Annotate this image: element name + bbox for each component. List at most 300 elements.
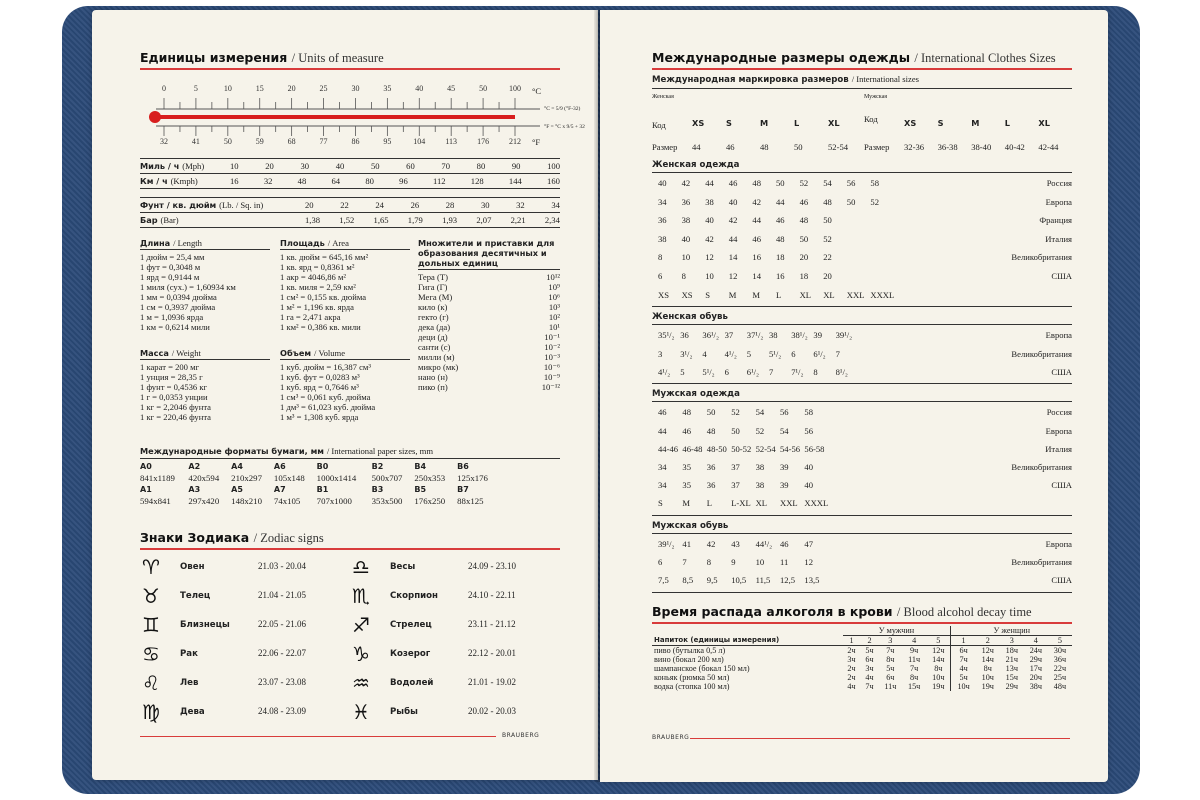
size-cell: 50 [706,407,716,418]
paper-format: A4 [231,462,243,471]
speed-value: 70 [441,161,450,171]
celsius-tick-label: 25 [319,84,328,93]
zodiac-date: 22.05 - 21.06 [258,619,306,629]
size-cell: 4¹/₂ [724,348,737,359]
list-line: 1 м = 1,0936 ярда [140,312,204,322]
list-line: 10⁹ [548,282,560,292]
size-cell: 38 [658,233,667,244]
intl-sizes-table [652,94,1072,156]
size-cell: 50 [823,215,832,226]
men-time: 6ч [865,655,874,664]
thermometer-scale [140,82,585,152]
women-time: 10ч [981,673,994,682]
men-time: 3ч [847,655,856,664]
women-time: 12ч [981,646,994,655]
list-line: дека (да) [418,322,451,332]
size-cell: 10 [755,557,765,567]
list-line: 1 кв. миля = 2,59 км² [280,282,356,292]
zodiac-date: 23.11 - 21.12 [468,619,516,629]
list-line: 1 фунт = 0,4536 кг [140,382,208,392]
men-time: 10ч [932,673,945,682]
size-cell: 18 [799,271,809,281]
zodiac-7-icon: ♏ [352,584,370,608]
speed-value: 40 [335,161,345,171]
speed-value: 90 [511,161,521,171]
paper-format: A0 [140,462,152,471]
size-cell: XL [823,289,835,300]
zodiac-date: 21.01 - 19.02 [468,677,516,687]
fahrenheit-tick-label: 212 [509,137,521,146]
paper-sizes-block: Международные форматы бумаги, мм / International paper sizes, mm A0 A2 A4 A6 B0 B2 B4 B6 841x1189 420x594 210x297 105x148 1000x1414 500x707 250x353 125x176 A1 A3 A5 A7 B1 B3 B5 B7 594x841 297x420 148x210 74x105 707x1000 353x500 176x250 88x125 [140,446,560,508]
size-cell: 5¹/₂ [769,348,782,359]
size-cell: 34 [658,462,667,472]
mph-row: Миль / ч (Mph) 10 20 30 40 50 60 70 80 90 100 [140,161,560,171]
size-cell: 12,5 [780,575,796,586]
list-line: 10² [548,312,560,322]
size-cell: 41 [682,538,691,549]
size-block-title: Женская обувь [652,312,728,323]
size-cell: 42 [706,538,716,549]
list-line: пико (п) [418,382,448,392]
list-line: 1 куб. ярд = 0,7646 м³ [280,382,359,392]
size-cell: 8 [706,557,712,567]
size-cell: 58 [804,407,813,418]
speed-value: 64 [331,176,341,186]
paper-format: B1 [316,485,329,494]
size-cell: 4 [702,348,707,359]
footer-rule [690,738,1070,739]
fahrenheit-tick-label: 68 [287,137,296,146]
serving-number: 5 [1057,636,1062,645]
serving-number: 4 [912,636,917,645]
paper-format: A3 [188,485,201,494]
size-cell: 37 [731,462,740,472]
women-time: 30ч [1053,646,1067,655]
zodiac-name: Скорпион [390,591,438,601]
list-line: 1 ярд = 0,9144 м [140,272,200,282]
size-cell: 35 [682,480,691,491]
size-cell: 50 [846,196,856,207]
women-time: 6ч [951,646,976,656]
celsius-tick-label: 100 [509,84,521,93]
men-time: 7ч [886,646,895,655]
mass-block: Масса / Weight 1 карат = 200 мг 1 унция = 28,35 г 1 фунт = 0,4536 кг 1 г = 0,0353 унции 1 кг = 2,2046 фунта 1 кг = 220,46 фунта [140,348,270,422]
drink-name: пиво (бутылка 0,5 л) [654,646,726,655]
size-cell: 42 [728,215,738,226]
size-cell: 54 [780,425,789,436]
celsius-tick-label: 0 [162,84,166,93]
men-time: 2ч [847,664,856,673]
size-cell: 48 [823,196,832,207]
rule [652,306,1072,307]
size-cell: 46 [658,407,667,418]
zodiac-name: Телец [180,591,211,601]
fahrenheit-unit: °F [532,137,541,147]
size-cell: 39 [780,480,789,491]
list-line: деци (д) [418,332,448,342]
women-column-header: У женщин [951,626,1072,636]
size-cell: 37 [724,330,734,341]
size-cell: 5 [746,348,752,359]
zodiac-5-icon: ♍ [142,700,160,724]
men-time: 12ч [932,646,945,655]
speed-value: 26 [410,200,420,210]
rule [652,401,1072,402]
women-time: 38ч [1029,682,1042,691]
list-line: 10⁻¹ [544,332,560,342]
brand-logo: BRAUBERG [652,734,690,741]
size-cell: 38 [755,462,765,472]
paper-format: B4 [414,462,427,471]
size-cell: 10 [705,271,714,281]
paper-format: B2 [371,462,384,471]
paper-dimension: 210x297 [231,473,262,483]
size-cell: 6 [658,557,663,567]
kmh-row: Км / ч (Kmph) 16 32 48 64 80 96 112 128 144 160 [140,176,560,186]
zodiac-name: Овен [180,562,205,572]
speed-value: 48 [297,176,307,186]
list-line: 10⁻³ [544,352,560,362]
size-cell: 46 [776,215,785,226]
speed-value: 80 [476,161,486,171]
volume-block: Объем / Volume 1 куб. дюйм = 16,387 см³ 1 куб. фут = 0,0283 м³ 1 куб. ярд = 0,7646 м³ 1 см³ = 0,061 куб. дюйма 1 дм³ = 61,023 куб. дюйма 1 м³ = 1,308 куб. ярда [280,348,410,422]
size-cell: 48 [752,178,761,188]
size-cell: XXXL [804,498,829,509]
speed-value: 1,79 [407,215,423,225]
footer-rule [140,736,496,737]
rule [652,88,1072,89]
women-time: 17ч [1029,664,1042,673]
intl-sizes-heading: Международная маркировка размеров / International sizes [652,74,919,85]
list-line: 1 мм = 0,0394 дюйма [140,292,217,302]
size-cell: 6¹/₂ [813,348,826,359]
country-label: Великобритания [1011,348,1072,359]
country-label: Италия [1045,233,1072,244]
speed-value: 16 [230,176,239,186]
size-cell: 14 [752,271,761,281]
paper-dimension: 500x707 [371,473,403,483]
left-page [92,10,598,780]
men-time: 14ч [932,655,945,664]
area-block: Площадь / Area 1 кв. дюйм = 645,16 мм² 1 кв. ярд = 0,8361 м² 1 акр = 4046,86 м² 1 кв. миля = 2,59 км² 1 см² = 0,155 кв. дюйма 1 м² = 1,196 кв. ярда 1 га = 2,471 акра 1 км² = 0,386 кв. мили [280,238,410,332]
country-label: Великобритания [1011,557,1072,567]
size-cell: 52-54 [755,443,776,454]
size-cell: 42 [681,178,691,188]
country-label: США [1051,271,1072,281]
size-cell: 44¹/₂ [755,538,773,549]
zodiac-heading: Знаки Зодиака / Zodiac signs [140,530,324,545]
country-label: Россия [1046,407,1072,418]
size-cell: 36¹/₂ [702,330,719,341]
celsius-tick-label: 45 [447,84,456,93]
size-cell: 50-52 [731,443,752,454]
list-line: Мега (М) [418,292,453,302]
size-cell: 8 [813,367,818,377]
size-cell: 8,5 [682,575,694,586]
zodiac-list-left [140,556,350,736]
size-code: XL [1038,118,1050,128]
women-time: 36ч [1053,655,1067,664]
country-label: Европа [1045,425,1072,436]
size-cell: 38 [705,196,714,207]
size-cell: 5¹/₂ [702,367,715,377]
list-line: милли (м) [418,352,455,362]
rule [652,383,1072,384]
country-label: Россия [1046,178,1072,188]
speed-value: 24 [375,200,384,210]
size-cell: 36 [680,330,689,341]
celsius-tick-label: 15 [255,84,264,93]
zodiac-1-icon: ♉ [142,584,160,608]
list-line: микро (мк) [418,362,459,372]
size-cell: 54 [755,407,765,418]
size-cell: 44 [752,215,761,226]
zodiac-date: 23.07 - 23.08 [258,677,306,687]
blank-cell [652,626,843,636]
size-block-title: Женская одежда [652,160,740,170]
men-time: 8ч [934,664,943,673]
list-line: 1 м³ = 1,308 куб. ярда [280,412,359,422]
size-cell: 7 [835,348,840,359]
speed-value: 80 [365,176,374,186]
list-line: 1 кг = 2,2046 фунта [140,402,211,412]
list-line: 1 карат = 200 мг [140,362,200,372]
size-cell: 7 [682,557,687,567]
men-time: 11ч [908,655,921,664]
zodiac-date: 20.02 - 20.03 [468,706,516,716]
women-time: 24ч [1029,646,1042,655]
women-time: 4ч [951,664,976,673]
celsius-tick-label: 20 [287,84,296,93]
size-value: 40-42 [1004,142,1025,152]
men-small-label: Мужская [864,94,888,100]
code-label-men: Код [864,114,878,124]
size-code: S [726,118,732,128]
size-cell: 39¹/₂ [658,538,675,549]
size-value: 50 [794,142,803,152]
zodiac-name: Стрелец [390,620,432,630]
fahrenheit-tick-label: 176 [477,137,490,146]
size-cell: S [658,498,663,509]
size-cell: 52 [870,196,879,207]
size-cell: 7,5 [658,575,669,586]
serving-number: 2 [985,636,990,645]
size-cell: 9,5 [706,575,718,586]
size-value: 38-40 [971,142,992,152]
size-cell: M [728,289,737,300]
size-cell: 42 [752,196,761,207]
country-label: Франция [1039,215,1072,226]
speed-value: 160 [547,176,560,186]
paper-dimension: 250x353 [414,473,446,483]
speed-value: 34 [551,200,560,210]
fahrenheit-tick-label: 41 [191,137,200,146]
size-cell: 11,5 [755,575,771,586]
country-label: Великобритания [1011,462,1072,472]
celsius-tick-label: 40 [415,84,424,93]
size-cell: 58 [870,178,879,188]
drink-name: водка (стопка 100 мл) [654,682,730,691]
serving-number: 3 [888,636,893,645]
size-cell: 6 [724,367,729,377]
men-time: 11ч [884,682,897,691]
size-cell: XL [755,498,768,509]
men-time: 5ч [886,664,895,673]
size-cell: 40 [804,480,813,491]
zodiac-date: 22.06 - 22.07 [258,648,306,658]
paper-dimension: 841x1189 [140,473,175,483]
men-time: 2ч [847,673,856,682]
size-cell: 44 [658,425,667,436]
list-line: 1 куб. дюйм = 16,387 см³ [280,362,371,372]
men-time: 2ч [847,646,856,655]
alcohol-row [652,673,1072,682]
women-time: 48ч [1053,682,1067,691]
size-cell: XXXL [870,289,895,300]
zodiac-date: 24.08 - 23.09 [258,706,306,716]
celsius-tick-label: 10 [223,84,232,93]
list-line: 10³ [548,302,560,312]
size-cell: 8¹/₂ [835,367,848,377]
thermometer-graphic [140,82,560,152]
zodiac-name: Рак [180,649,198,659]
size-cell: 5 [680,367,685,377]
speed-value: 1,52 [339,215,355,225]
list-line: 10⁶ [548,292,560,302]
list-line: 10⁻¹² [541,382,560,392]
size-cell: 40 [658,178,667,188]
men-time: 9ч [910,646,919,655]
country-label: США [1051,367,1072,377]
paper-dimension: 707x1000 [316,496,352,506]
zodiac-name: Близнецы [180,620,230,630]
paper-format: A5 [231,485,243,494]
paper-dimension: 148x210 [231,496,262,506]
length-block: Длина / Length 1 дюйм = 25,4 мм 1 фут = 0,3048 м 1 ярд = 0,9144 м 1 миля (сух.) = 1,60934 км 1 мм = 0,0394 дюйма 1 см = 0,3937 дюйма 1 м = 1,0936 ярда 1 км = 0,6214 мили [140,238,270,332]
size-cell: 35¹/₂ [658,330,675,341]
right-page [600,10,1108,782]
size-cell: 52 [823,233,832,244]
alcohol-row [652,664,1072,673]
size-cell: 43 [731,538,740,549]
list-line: 1 км² = 0,386 кв. мили [280,322,361,332]
list-line: 1 кг = 220,46 фунта [140,412,211,422]
code-label: Код [652,120,666,130]
paper-row [140,496,500,508]
women-time: 10ч [951,682,976,691]
size-value: 36-38 [937,142,958,152]
brand-logo: BRAUBERG [502,732,540,739]
size-cell: 37¹/₂ [746,330,764,341]
alcohol-heading: Время распада алкоголя в крови / Blood alcohol decay time [652,604,1032,619]
paper-dimension: 420x594 [188,473,220,483]
speed-value: 144 [508,176,522,186]
fahrenheit-tick-label: 113 [445,137,458,146]
country-label: Европа [1045,196,1072,207]
size-cell: L-XL [731,498,751,509]
men-column-header: У мужчин [843,626,951,636]
paper-dimension: 353x500 [371,496,403,506]
size-cell: 10,5 [731,575,747,586]
speed-value: 30 [480,200,490,210]
list-line: 1 куб. фут = 0,0283 м³ [280,372,360,382]
fahrenheit-tick-label: 59 [255,137,264,146]
fahrenheit-formula: °F = °C x 9/5 + 32 [544,124,585,130]
serving-number: 2 [867,636,872,645]
size-cell: 50 [799,233,809,244]
women-time: 20ч [1029,673,1042,682]
size-cell: 36 [706,480,716,491]
size-cell: 56 [846,178,856,188]
zodiac-11-icon: ♓ [352,700,370,724]
women-time: 29ч [1005,682,1018,691]
celsius-tick-label: 30 [351,84,360,93]
size-cell: 50 [776,178,785,188]
rule [652,324,1072,325]
size-value: 32-36 [904,142,925,152]
list-line: 10⁻⁶ [543,362,560,372]
women-time: 25ч [1053,673,1067,682]
celsius-unit: °C [532,86,542,96]
size-cell: 37 [731,480,740,491]
paper-format: B5 [414,485,427,494]
size-cell: 20 [823,271,832,281]
size-code: L [1004,118,1011,128]
country-label: Европа [1045,330,1072,341]
size-label-men: Размер [864,142,890,152]
size-value: 44 [692,142,701,152]
size-cell: 35 [682,462,691,472]
paper-format: A7 [273,485,286,494]
drink-name: коньяк (рюмка 50 мл) [654,673,730,682]
size-cell: 48 [799,215,809,226]
size-code: M [971,118,980,128]
size-cell: 38¹/₂ [791,330,808,341]
size-cell: XS [658,289,669,300]
celsius-tick-label: 50 [479,84,488,93]
women-time: 18ч [1005,646,1018,655]
drink-name: вино (бокал 200 мл) [654,655,724,664]
size-cell: 8 [681,271,686,281]
zodiac-10-icon: ♒ [352,671,370,695]
size-cell: 44-46 [658,443,679,454]
size-cell: 3 [658,348,663,359]
size-code: S [937,118,944,128]
clothes-heading: Международные размеры одежды / International Clothes Sizes [652,50,1056,65]
size-code: L [794,118,800,128]
size-cell: 46-48 [682,443,703,454]
celsius-tick-label: 35 [383,84,392,93]
zodiac-name: Дева [180,707,205,717]
women-time: 7ч [951,655,976,664]
size-block-title: Мужская обувь [652,520,729,531]
fahrenheit-tick-label: 32 [160,137,168,146]
zodiac-date: 21.04 - 21.05 [258,590,306,600]
women-time: 8ч [983,664,992,673]
size-cell: 56-58 [804,443,825,454]
paper-sizes-table [140,462,500,508]
speed-value: 2,34 [544,215,560,225]
speed-value: 1,38 [305,215,321,225]
women-time: 13ч [1005,664,1018,673]
zodiac-date: 21.03 - 20.04 [258,561,306,571]
serving-number: 1 [849,636,854,645]
size-cell: 12 [705,252,714,263]
paper-dimension: 594x841 [140,496,171,506]
size-cell: 52 [731,407,740,418]
size-cell: 46 [728,178,738,188]
zodiac-6-icon: ♎ [352,555,370,579]
